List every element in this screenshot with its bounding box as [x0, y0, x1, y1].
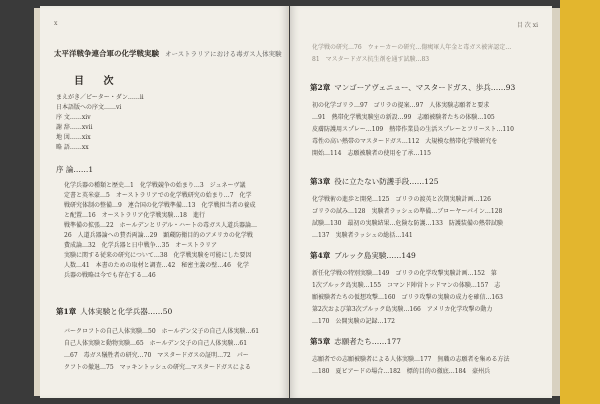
right-page-edges [552, 8, 560, 396]
intro-line: 戦準備の拡張…22 ホールデンとリデル・ハートの毒ガス人道兵器論… [64, 222, 257, 229]
running-head [54, 48, 282, 59]
front-matter-item: 謝 辞……xvii [56, 124, 93, 131]
chapter-1-line: クフトの撤退…75 マッキントッシュの研究…マスタードガスによる [64, 364, 251, 371]
right-page [290, 6, 552, 398]
intro-line: 定書と英米豪…5 オーストラリアでの化学戦研究の始まり…7 化学 [64, 192, 252, 199]
chapter-2-line: 毒性の高い熱帯のマスタードガス…112 大規模な熱帯化学戦研究を [312, 138, 498, 145]
front-matter-item: まえがき／ピーター・ダン……ii [56, 94, 144, 101]
running-head-subtitle: オーストラリアにおける毒ガス人体実験 [165, 50, 282, 58]
chapter-4-number: 第4章 [310, 251, 331, 260]
chapter-1-line: バークロフトの自己人体実験…50 ホールデン父子の自己人体実験…61 [64, 328, 260, 335]
chapter-3-line: …137 実験者ラッシュの総括…141 [312, 232, 413, 239]
intro-line: 化学兵器の種類と歴史…1 化学戦競争の始まり…3 ジュネーヴ議 [64, 182, 246, 189]
right-folio: 目 次 xi [516, 22, 538, 29]
intro-heading: 序 論……1 [56, 165, 94, 174]
intro-line: 26 人道兵器論への賛否両論…29 顕蔵防衛目的のアメリカの化学戦 [64, 232, 253, 239]
continued-line: 化学戦の研究…76 ウォーカーの研究…傷痍軍人年金と毒ガス被害認定… [312, 44, 512, 51]
intro-line: 人数…41 本書のための取材と調査…42 秘密主義の壁…46 化学 [64, 262, 249, 269]
book-spine [560, 0, 600, 404]
chapter-2-line: 初の化学ゴリラ…97 ゴリラの提案…97 人体実験志願者と要求 [312, 102, 490, 109]
chapter-1-heading [56, 306, 172, 317]
chapter-2-title: マンゴーアヴェニュー、マスタードガス、歩兵……93 [334, 83, 516, 92]
chapter-2-line: 開始…114 志願被験者の使用を了承…115 [312, 150, 431, 157]
running-head-title: 太平洋戦争連合軍の化学戦実験 [54, 49, 159, 58]
chapter-2-line: 皮膚防護用スプレー…109 熱帯作業員の生活スプレーとフリースト…110 [312, 126, 514, 133]
left-folio: x [54, 20, 58, 27]
intro-line: 兵器の戦略は今でも存在する…46 [64, 272, 156, 279]
chapter-1-line: …67 毒ガス犠牲者の研究…70 マスタードガスの証明…72 パー [64, 352, 249, 359]
front-matter-item: 序 文……xiv [56, 114, 91, 121]
left-page [40, 6, 289, 398]
intro-line: 戦研究体制の整備…9 連合国の化学戦準備…13 化学戦担当者の養成 [64, 202, 256, 209]
chapter-4-line: 願被験者たちの仮想攻撃…160 ゴリラ攻撃の実験の成力を確信…163 [312, 294, 503, 301]
chapter-5-title: 志願者たち……177 [334, 337, 402, 346]
chapter-4-line: …170 公開実験の記録…172 [312, 318, 395, 325]
continued-line: 81 マスタードガス抗生剤を通す試験…83 [312, 56, 430, 63]
chapter-5-number: 第5章 [310, 337, 331, 346]
chapter-1-line: 自己人体実験と動物実験…65 ホールデン父子の自己人体実験…61 [64, 340, 248, 347]
chapter-3-line: 化学戦術の進歩と開発…125 ゴリラの渡英と次期実験計画…126 [312, 196, 491, 203]
intro-line: 実験に関する従来の研究について…38 化学戦実験を可能にした要因 [64, 252, 252, 259]
chapter-3-line: ゴリラの試み…128 実験者ラッシュの準備…ブローヤーパイン…128 [312, 208, 503, 215]
intro-line: 費成論…32 化学兵器と日中戦争…35 オーストラリア [64, 242, 217, 249]
chapter-5-line: …180 夏ビアードの場合…182 標的目的の徹底…184 豪州兵 [312, 368, 491, 375]
front-matter-item: 日本語版への序文……vi [56, 104, 122, 111]
chapter-4-title: ブルック島実験……149 [334, 251, 416, 260]
chapter-2-heading [310, 82, 515, 93]
toc-title: 目 次 [74, 76, 122, 87]
chapter-1-number: 第1章 [56, 307, 77, 316]
chapter-3-line: 試験…130 最初の実験結果…危険な防護…133 防護装備の熱帯試験 [312, 220, 503, 227]
front-matter-item: 地 図……xix [56, 134, 91, 141]
chapter-5-line: 志願者での志願被験者による人体実験…177 無職の志願者を集める方法 [312, 356, 510, 363]
chapter-3-heading [310, 176, 439, 187]
chapter-4-line: 新任化学戦の特別実験…149 ゴリラの化学攻撃実験計画…152 第 [312, 270, 497, 277]
chapter-2-line: …91 熱帯化学戦実験室の新設…99 志願被験者たちの体験…105 [312, 114, 495, 121]
chapter-4-line: 第2次および第3次ブルック島実験…166 アメリカ化学攻撃の動力 [312, 306, 493, 313]
chapter-3-number: 第3章 [310, 177, 331, 186]
chapter-4-heading [310, 250, 416, 261]
intro-line: と配置…16 オーストラリア化学戦実験…18 進行 [64, 212, 205, 219]
chapter-1-title: 人体実験と化学兵器……50 [80, 307, 173, 316]
front-matter-item: 略 語……xx [56, 144, 89, 151]
chapter-2-number: 第2章 [310, 83, 331, 92]
chapter-3-title: 役に立たない防護手段……125 [334, 177, 439, 186]
chapter-4-line: 1次ブルック島実験…155 コマンド陣営トッドマンの体験…157 志 [312, 282, 501, 289]
chapter-5-heading [310, 336, 401, 347]
